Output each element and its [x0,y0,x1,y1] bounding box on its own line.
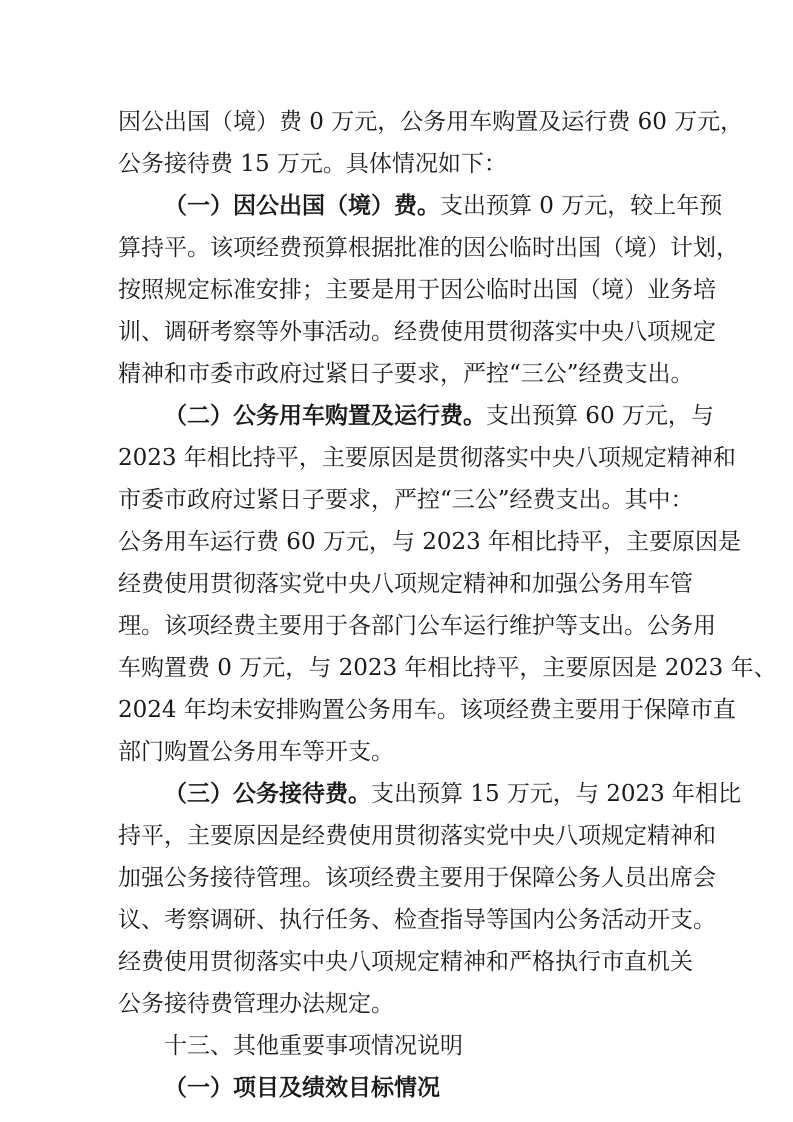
section3-line-2: 持平，主要原因是经费使用贯彻落实党中央八项规定精神和 [118,823,716,849]
intro-line-2: 公务接待费 15 万元。具体情况如下： [118,151,507,177]
section1-line-1-text: 支出预算 0 万元，较上年预 [440,193,723,219]
section2-line-3: 市委市政府过紧日子要求，严控“三公”经费支出。其中： [118,487,694,513]
section2-line-5: 经费使用贯彻落实党中央八项规定精神和加强公务用车管 [118,571,693,597]
section1-heading: （一）因公出国（境）费。 [164,192,440,219]
section2-line-4: 公务用车运行费 60 万元，与 2023 年相比持平，主要原因是 [118,529,742,555]
section3-line-4: 议、考察调研、执行任务、检查指导等国内公务活动开支。 [118,907,716,933]
section2-line-2: 2023 年相比持平，主要原因是贯彻落实中央八项规定精神和 [118,445,736,471]
section3-line-5: 经费使用贯彻落实中央八项规定精神和严格执行市直机关 [118,949,693,975]
section3-line-3: 加强公务接待管理。该项经费主要用于保障公务人员出席会 [118,865,716,891]
section1-line-5: 精神和市委市政府过紧日子要求，严控“三公”经费支出。 [118,361,694,387]
section1-line-4: 训、调研考察等外事活动。经费使用贯彻落实中央八项规定 [118,319,716,345]
section3-line-1 [164,774,742,814]
section1-line-1 [164,186,723,226]
section2-line-1 [164,396,714,436]
chapter13-title: 十三、其他重要事项情况说明 [164,1033,463,1059]
section2-heading: （二）公务用车购置及运行费。 [164,402,486,429]
chapter13-subtitle: （一）项目及绩效目标情况 [164,1074,440,1101]
section2-line-1-text: 支出预算 60 万元，与 [486,403,714,429]
section1-line-3: 按照规定标准安排；主要是用于因公临时出国（境）业务培 [118,277,716,303]
section3-line-1-text: 支出预算 15 万元，与 2023 年相比 [371,781,742,807]
section1-line-2: 算持平。该项经费预算根据批准的因公临时出国（境）计划， [118,235,739,261]
section2-line-8: 2024 年均未安排购置公务用车。该项经费主要用于保障市直 [118,697,736,723]
section3-line-6: 公务接待费管理办法规定。 [118,991,394,1017]
section2-line-6: 理。该项经费主要用于各部门公车运行维护等支出。公务用 [118,613,716,639]
section2-line-9: 部门购置公务用车等开支。 [118,739,394,765]
section3-heading: （三）公务接待费。 [164,780,371,807]
intro-line-1: 因公出国（境）费 0 万元，公务用车购置及运行费 60 万元， [118,109,744,135]
section2-line-7: 车购置费 0 万元，与 2023 年相比持平，主要原因是 2023 年、 [118,655,777,681]
